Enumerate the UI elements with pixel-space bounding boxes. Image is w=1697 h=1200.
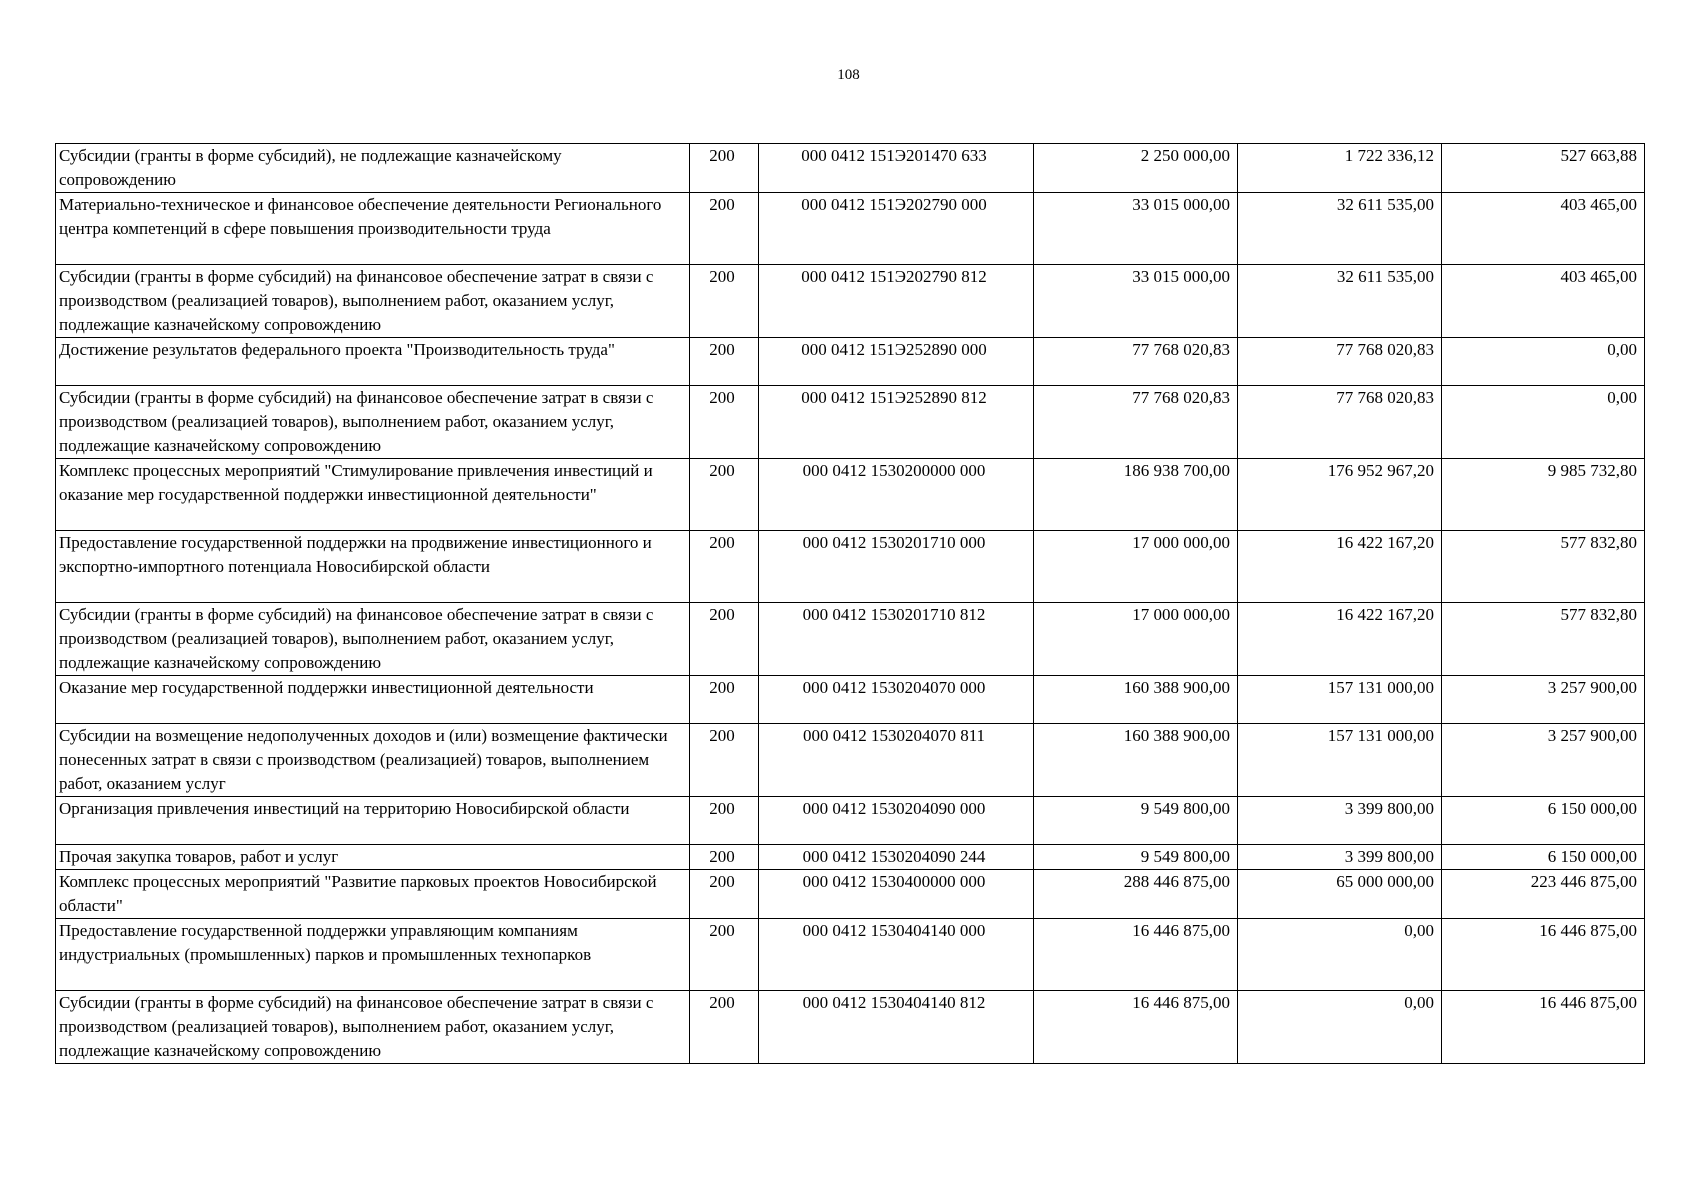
row-kbk-cell: 000 0412 1530204090 244 — [759, 845, 1034, 870]
row-name-cell: Комплекс процессных мероприятий "Стимулирование привлечения инвестиций и оказание мер государственной поддержки инвестиционной деятельности" — [56, 459, 690, 531]
row-value1-cell: 77 768 020,83 — [1034, 386, 1238, 459]
budget-table — [55, 143, 1645, 1064]
row-value1-cell: 160 388 900,00 — [1034, 724, 1238, 797]
row-kbk-cell: 000 0412 1530204070 811 — [759, 724, 1034, 797]
row-value1-cell: 16 446 875,00 — [1034, 919, 1238, 991]
row-name-cell: Комплекс процессных мероприятий "Развитие парковых проектов Новосибирской области" — [56, 870, 690, 919]
row-value2-cell: 3 399 800,00 — [1238, 845, 1442, 870]
row-value3-cell: 527 663,88 — [1442, 144, 1645, 193]
row-name-cell: Субсидии (гранты в форме субсидий) на финансовое обеспечение затрат в связи с производством (реализацией товаров), выполнением работ, оказанием услуг, подлежащие казначейскому сопровождению — [56, 991, 690, 1064]
row-kbk-cell: 000 0412 151Э252890 000 — [759, 338, 1034, 386]
row-name-cell: Субсидии (гранты в форме субсидий), не подлежащие казначейскому сопровождению — [56, 144, 690, 193]
row-kbk-cell: 000 0412 1530201710 000 — [759, 531, 1034, 603]
row-name-cell: Оказание мер государственной поддержки инвестиционной деятельности — [56, 676, 690, 724]
table-row — [56, 338, 1645, 386]
row-name-cell: Достижение результатов федерального проекта "Производительность труда" — [56, 338, 690, 386]
page-number: 108 — [837, 67, 860, 83]
table-row — [56, 724, 1645, 797]
row-value3-cell: 577 832,80 — [1442, 531, 1645, 603]
row-value3-cell: 577 832,80 — [1442, 603, 1645, 676]
row-name-cell: Организация привлечения инвестиций на территорию Новосибирской области — [56, 797, 690, 845]
row-value3-cell: 6 150 000,00 — [1442, 797, 1645, 845]
row-code-cell: 200 — [690, 459, 759, 531]
row-code-cell: 200 — [690, 193, 759, 265]
row-value1-cell: 186 938 700,00 — [1034, 459, 1238, 531]
row-name-cell: Материально-техническое и финансовое обеспечение деятельности Регионального центра компетенций в сфере повышения производительности труда — [56, 193, 690, 265]
row-kbk-cell: 000 0412 1530200000 000 — [759, 459, 1034, 531]
row-value2-cell: 77 768 020,83 — [1238, 386, 1442, 459]
row-value2-cell: 32 611 535,00 — [1238, 265, 1442, 338]
row-code-cell: 200 — [690, 870, 759, 919]
row-code-cell: 200 — [690, 386, 759, 459]
row-name-cell: Предоставление государственной поддержки на продвижение инвестиционного и экспортно-импортного потенциала Новосибирской области — [56, 531, 690, 603]
row-kbk-cell: 000 0412 1530404140 000 — [759, 919, 1034, 991]
row-value3-cell: 0,00 — [1442, 386, 1645, 459]
row-value3-cell: 3 257 900,00 — [1442, 676, 1645, 724]
table-row — [56, 870, 1645, 919]
row-value3-cell: 6 150 000,00 — [1442, 845, 1645, 870]
row-value3-cell: 0,00 — [1442, 338, 1645, 386]
row-kbk-cell: 000 0412 1530204070 000 — [759, 676, 1034, 724]
row-kbk-cell: 000 0412 151Э202790 812 — [759, 265, 1034, 338]
table-row — [56, 531, 1645, 603]
row-code-cell: 200 — [690, 845, 759, 870]
row-value1-cell: 33 015 000,00 — [1034, 265, 1238, 338]
row-name-cell: Субсидии (гранты в форме субсидий) на финансовое обеспечение затрат в связи с производством (реализацией товаров), выполнением работ, оказанием услуг, подлежащие казначейскому сопровождению — [56, 386, 690, 459]
row-code-cell: 200 — [690, 991, 759, 1064]
table-row — [56, 193, 1645, 265]
table-row — [56, 919, 1645, 991]
row-code-cell: 200 — [690, 797, 759, 845]
row-value1-cell: 160 388 900,00 — [1034, 676, 1238, 724]
row-value1-cell: 288 446 875,00 — [1034, 870, 1238, 919]
table-row — [56, 386, 1645, 459]
table-row — [56, 603, 1645, 676]
row-name-cell: Субсидии (гранты в форме субсидий) на финансовое обеспечение затрат в связи с производством (реализацией товаров), выполнением работ, оказанием услуг, подлежащие казначейскому сопровождению — [56, 603, 690, 676]
row-value2-cell: 0,00 — [1238, 919, 1442, 991]
row-code-cell: 200 — [690, 603, 759, 676]
table-row — [56, 144, 1645, 193]
row-value2-cell: 1 722 336,12 — [1238, 144, 1442, 193]
table-row — [56, 265, 1645, 338]
row-value1-cell: 9 549 800,00 — [1034, 797, 1238, 845]
row-value3-cell: 403 465,00 — [1442, 193, 1645, 265]
row-value1-cell: 9 549 800,00 — [1034, 845, 1238, 870]
row-value1-cell: 17 000 000,00 — [1034, 603, 1238, 676]
row-value2-cell: 157 131 000,00 — [1238, 724, 1442, 797]
row-code-cell: 200 — [690, 919, 759, 991]
row-value2-cell: 77 768 020,83 — [1238, 338, 1442, 386]
row-kbk-cell: 000 0412 1530201710 812 — [759, 603, 1034, 676]
row-name-cell: Субсидии (гранты в форме субсидий) на финансовое обеспечение затрат в связи с производством (реализацией товаров), выполнением работ, оказанием услуг, подлежащие казначейскому сопровождению — [56, 265, 690, 338]
table-row — [56, 991, 1645, 1064]
row-value1-cell: 2 250 000,00 — [1034, 144, 1238, 193]
row-kbk-cell: 000 0412 1530400000 000 — [759, 870, 1034, 919]
row-value2-cell: 32 611 535,00 — [1238, 193, 1442, 265]
row-value2-cell: 65 000 000,00 — [1238, 870, 1442, 919]
row-value3-cell: 16 446 875,00 — [1442, 991, 1645, 1064]
row-value2-cell: 176 952 967,20 — [1238, 459, 1442, 531]
row-kbk-cell: 000 0412 1530204090 000 — [759, 797, 1034, 845]
row-value2-cell: 16 422 167,20 — [1238, 531, 1442, 603]
row-name-cell: Субсидии на возмещение недополученных доходов и (или) возмещение фактически понесенных затрат в связи с производством (реализацией) товаров, выполнением работ, оказанием услуг — [56, 724, 690, 797]
row-value3-cell: 16 446 875,00 — [1442, 919, 1645, 991]
table-row — [56, 676, 1645, 724]
row-value1-cell: 16 446 875,00 — [1034, 991, 1238, 1064]
table-row — [56, 797, 1645, 845]
row-value3-cell: 9 985 732,80 — [1442, 459, 1645, 531]
row-code-cell: 200 — [690, 676, 759, 724]
row-kbk-cell: 000 0412 151Э201470 633 — [759, 144, 1034, 193]
row-value1-cell: 17 000 000,00 — [1034, 531, 1238, 603]
table-row — [56, 845, 1645, 870]
row-code-cell: 200 — [690, 338, 759, 386]
row-value2-cell: 3 399 800,00 — [1238, 797, 1442, 845]
row-kbk-cell: 000 0412 151Э252890 812 — [759, 386, 1034, 459]
row-value3-cell: 403 465,00 — [1442, 265, 1645, 338]
row-code-cell: 200 — [690, 531, 759, 603]
row-value1-cell: 77 768 020,83 — [1034, 338, 1238, 386]
row-value2-cell: 157 131 000,00 — [1238, 676, 1442, 724]
row-name-cell: Прочая закупка товаров, работ и услуг — [56, 845, 690, 870]
row-value3-cell: 223 446 875,00 — [1442, 870, 1645, 919]
row-value2-cell: 16 422 167,20 — [1238, 603, 1442, 676]
row-value1-cell: 33 015 000,00 — [1034, 193, 1238, 265]
row-code-cell: 200 — [690, 144, 759, 193]
row-value2-cell: 0,00 — [1238, 991, 1442, 1064]
row-name-cell: Предоставление государственной поддержки управляющим компаниям индустриальных (промышленных) парков и промышленных технопарков — [56, 919, 690, 991]
row-kbk-cell: 000 0412 151Э202790 000 — [759, 193, 1034, 265]
row-kbk-cell: 000 0412 1530404140 812 — [759, 991, 1034, 1064]
row-value3-cell: 3 257 900,00 — [1442, 724, 1645, 797]
row-code-cell: 200 — [690, 265, 759, 338]
row-code-cell: 200 — [690, 724, 759, 797]
table-row — [56, 459, 1645, 531]
